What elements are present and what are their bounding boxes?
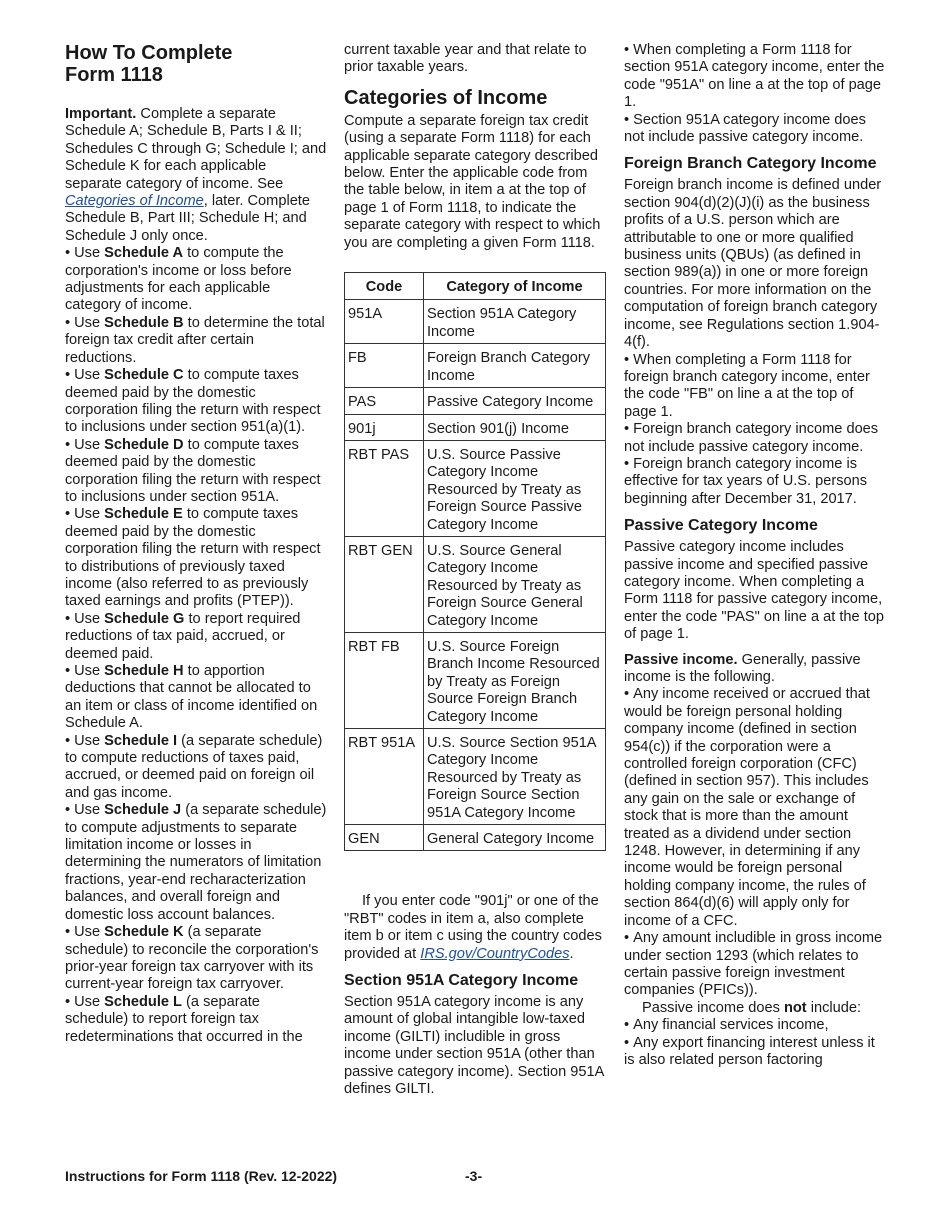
bullet-icon: • <box>624 1034 630 1051</box>
list-item: • Use Schedule I (a separate schedule) to compute reductions of taxes paid, accrued, or deemed paid on foreign oil and gas income. <box>65 732 323 801</box>
list-item: • Foreign branch category income is effective for tax years of U.S. persons beginning after December 31, 2017. <box>624 455 868 507</box>
table-row <box>345 414 606 440</box>
schedule-bullet-list <box>65 245 327 1046</box>
table-row <box>345 825 606 851</box>
foreign-branch-heading: Foreign Branch Category Income <box>624 155 877 173</box>
section-951a-heading: Section 951A Category Income <box>344 972 579 990</box>
passive-income-paragraph: Passive income. Generally, passive income is the following. <box>624 651 861 685</box>
bullet-icon: • <box>65 924 71 941</box>
category-cell: Section 901(j) Income <box>424 414 606 440</box>
code-cell: PAS <box>345 388 424 414</box>
list-item: • When completing a Form 1118 for section 951A category income, enter the code "951A" on line a at the top of page 1. <box>624 42 885 111</box>
column-1 <box>65 42 327 1046</box>
category-cell: Foreign Branch Category Income <box>424 344 606 388</box>
column-2 <box>344 42 606 1099</box>
passive-category-heading: Passive Category Income <box>624 517 818 535</box>
categories-intro: Compute a separate foreign tax credit (using a separate Form 1118) for each applicable separate category described below. Enter the applicable code from the table below, in item a at the top of page 1 of Form 1118, to indicate the separate category with respect to which you are completing a given Form 1118. <box>344 112 601 251</box>
bullet-icon: • <box>624 930 630 947</box>
bullet-icon: • <box>65 436 71 453</box>
section-951a-text: Section 951A category income is any amount of global intangible low-taxed income (GILTI) includible in gross income under section 951A (other than passive category income). Section 951A defines GILTI. <box>344 994 604 1098</box>
category-column-header: Category of Income <box>424 273 606 300</box>
list-item: • Use Schedule H to apportion deductions that cannot be allocated to an item or class of income identified on Schedule A. <box>65 663 318 732</box>
list-item: • Use Schedule A to compute the corporation's income or loss before adjustments for each applicable category of income. <box>65 245 292 314</box>
code-cell: RBT FB <box>345 632 424 728</box>
passive-income-bullets <box>624 686 886 999</box>
code-cell: RBT GEN <box>345 536 424 632</box>
bullet-icon: • <box>65 802 71 819</box>
bullet-icon: • <box>624 686 630 703</box>
list-item: • Any income received or accrued that would be foreign personal holding company income (defined in section 954(c)) if the corporation were a controlled foreign corporation (CFC) (defined in section 957). This includes any gain on the sale or exchange of stock that is more than the amount treated as a dividend under section 1248. However, in determining if any income would be foreign personal holding company income, the rules of section 864(d)(6) will apply only for income of a CFC. <box>624 686 870 929</box>
bullet-icon: • <box>624 111 630 128</box>
bullet-icon: • <box>624 351 630 368</box>
list-item: • Use Schedule K (a separate schedule) to reconcile the corporation's prior-year foreign tax carryover with its current-year foreign tax carryover. <box>65 924 319 993</box>
bullet-icon: • <box>65 993 71 1010</box>
categories-heading: Categories of Income <box>344 86 548 109</box>
bullet-icon: • <box>65 245 71 262</box>
list-item: • When completing a Form 1118 for foreign branch category income, enter the code "FB" on line a at the top of page 1. <box>624 351 870 420</box>
table-row <box>345 388 606 414</box>
bullet-icon: • <box>65 314 71 331</box>
list-item: • Use Schedule G to report required reductions of tax paid, accrued, or deemed paid. <box>65 610 301 662</box>
bullet-icon: • <box>624 455 630 472</box>
not-include-bullets <box>624 1017 886 1069</box>
table-row <box>345 632 606 728</box>
list-item: • Use Schedule C to compute taxes deemed paid by the domestic corporation filing the return with respect to inclusions under section 951(a)(1). <box>65 367 321 436</box>
important-paragraph: Important. Complete a separate Schedule A; Schedule B, Parts I & II; Schedules C through G; Schedule I; and Schedule K for each applicable separate category of income. See Categories of Income, later. Complete Schedule B, Part III; Schedule H; and Schedule J only once. <box>65 106 327 244</box>
table-row <box>345 729 606 825</box>
bullet-icon: • <box>624 1017 630 1034</box>
table-row <box>345 536 606 632</box>
list-item: • Any financial services income, <box>624 1017 829 1034</box>
table-row <box>345 300 606 344</box>
category-cell: Section 951A Category Income <box>424 300 606 344</box>
page-number: -3- <box>465 1168 483 1184</box>
list-item: • Any export financing interest unless it is also related person factoring <box>624 1034 875 1068</box>
country-codes-link[interactable]: IRS.gov/CountryCodes <box>420 945 570 962</box>
category-cell: General Category Income <box>424 825 606 851</box>
list-item: • Section 951A category income does not include passive category income. <box>624 111 866 146</box>
code-cell: 951A <box>345 300 424 344</box>
code-cell: RBT PAS <box>345 440 424 536</box>
table-row <box>345 344 606 388</box>
category-cell: U.S. Source Foreign Branch Income Resourced by Treaty as Foreign Source Foreign Branch Category Income <box>424 632 606 728</box>
code-cell: FB <box>345 344 424 388</box>
bullet-icon: • <box>624 421 630 438</box>
continued-text: current taxable year and that relate to prior taxable years. <box>344 42 587 76</box>
code-cell: 901j <box>345 414 424 440</box>
bullet-icon: • <box>65 610 71 627</box>
table-header-row <box>345 273 606 300</box>
code-cell: GEN <box>345 825 424 851</box>
list-item: • Use Schedule J (a separate schedule) to compute adjustments to separate limitation income or losses in determining the numerators of limitation fractions, year-end recharacterization balances, and overall foreign and domestic loss account balances. <box>65 802 327 923</box>
column-3 <box>624 42 886 1069</box>
list-item: • Foreign branch category income does not include passive category income. <box>624 421 879 455</box>
section-951a-bullets <box>624 42 886 146</box>
list-item: • Any amount includible in gross income under section 1293 (which relates to certain passive foreign investment companies (PFICs)). <box>624 930 883 999</box>
bullet-icon: • <box>65 663 71 679</box>
code-column-header: Code <box>345 273 424 300</box>
foreign-branch-bullets <box>624 352 886 509</box>
category-code-table <box>344 272 606 851</box>
bullet-icon: • <box>65 367 71 384</box>
category-cell: Passive Category Income <box>424 388 606 414</box>
categories-of-income-link[interactable]: Categories of Income <box>65 193 204 210</box>
section-title: How To Complete Form 1118 <box>65 42 233 86</box>
category-cell: U.S. Source Section 951A Category Income Resourced by Treaty as Foreign Source Section 951A Category Income <box>424 729 606 825</box>
bullet-icon: • <box>624 42 630 58</box>
bullet-icon: • <box>65 732 71 749</box>
list-item: • Use Schedule D to compute taxes deemed paid by the domestic corporation filing the return with respect to inclusions under section 951A. <box>65 436 321 505</box>
passive-category-text: Passive category income includes passive income and specified passive category income. When completing a Form 1118 for passive category income, enter the code "PAS" on line a at the top of page 1. <box>624 539 884 643</box>
rbt-note: If you enter code "901j" or one of the "RBT" codes in item a, also complete item b or item c using the country codes provided at IRS.gov/CountryCodes. <box>344 893 602 962</box>
category-cell: U.S. Source General Category Income Resourced by Treaty as Foreign Source General Category Income <box>424 536 606 632</box>
footer-title: Instructions for Form 1118 (Rev. 12-2022) <box>65 1168 338 1184</box>
foreign-branch-text: Foreign branch income is defined under section 904(d)(2)(J)(i) as the business profits of a U.S. person which are attributable to one or more qualified business units (QBUs) (as defined in section 989(a)) in one or more foreign countries. For more information on the computation of foreign branch category income, see Regulations section 1.904-4(f). <box>624 177 882 351</box>
list-item: • Use Schedule E to compute taxes deemed paid by the domestic corporation filing the return with respect to distributions of previously taxed income (also referred to as previously taxed earnings and profits (PTEP)). <box>65 506 321 610</box>
bullet-icon: • <box>65 506 71 523</box>
table-row <box>345 440 606 536</box>
list-item: • Use Schedule B to determine the total foreign tax credit after certain reductions. <box>65 314 325 366</box>
code-cell: RBT 951A <box>345 729 424 825</box>
not-include-paragraph: Passive income does not include: <box>642 999 862 1016</box>
list-item: • Use Schedule L (a separate schedule) to report foreign tax redeterminations that occurred in the <box>65 993 303 1045</box>
category-cell: U.S. Source Passive Category Income Resourced by Treaty as Foreign Source Passive Category Income <box>424 440 606 536</box>
